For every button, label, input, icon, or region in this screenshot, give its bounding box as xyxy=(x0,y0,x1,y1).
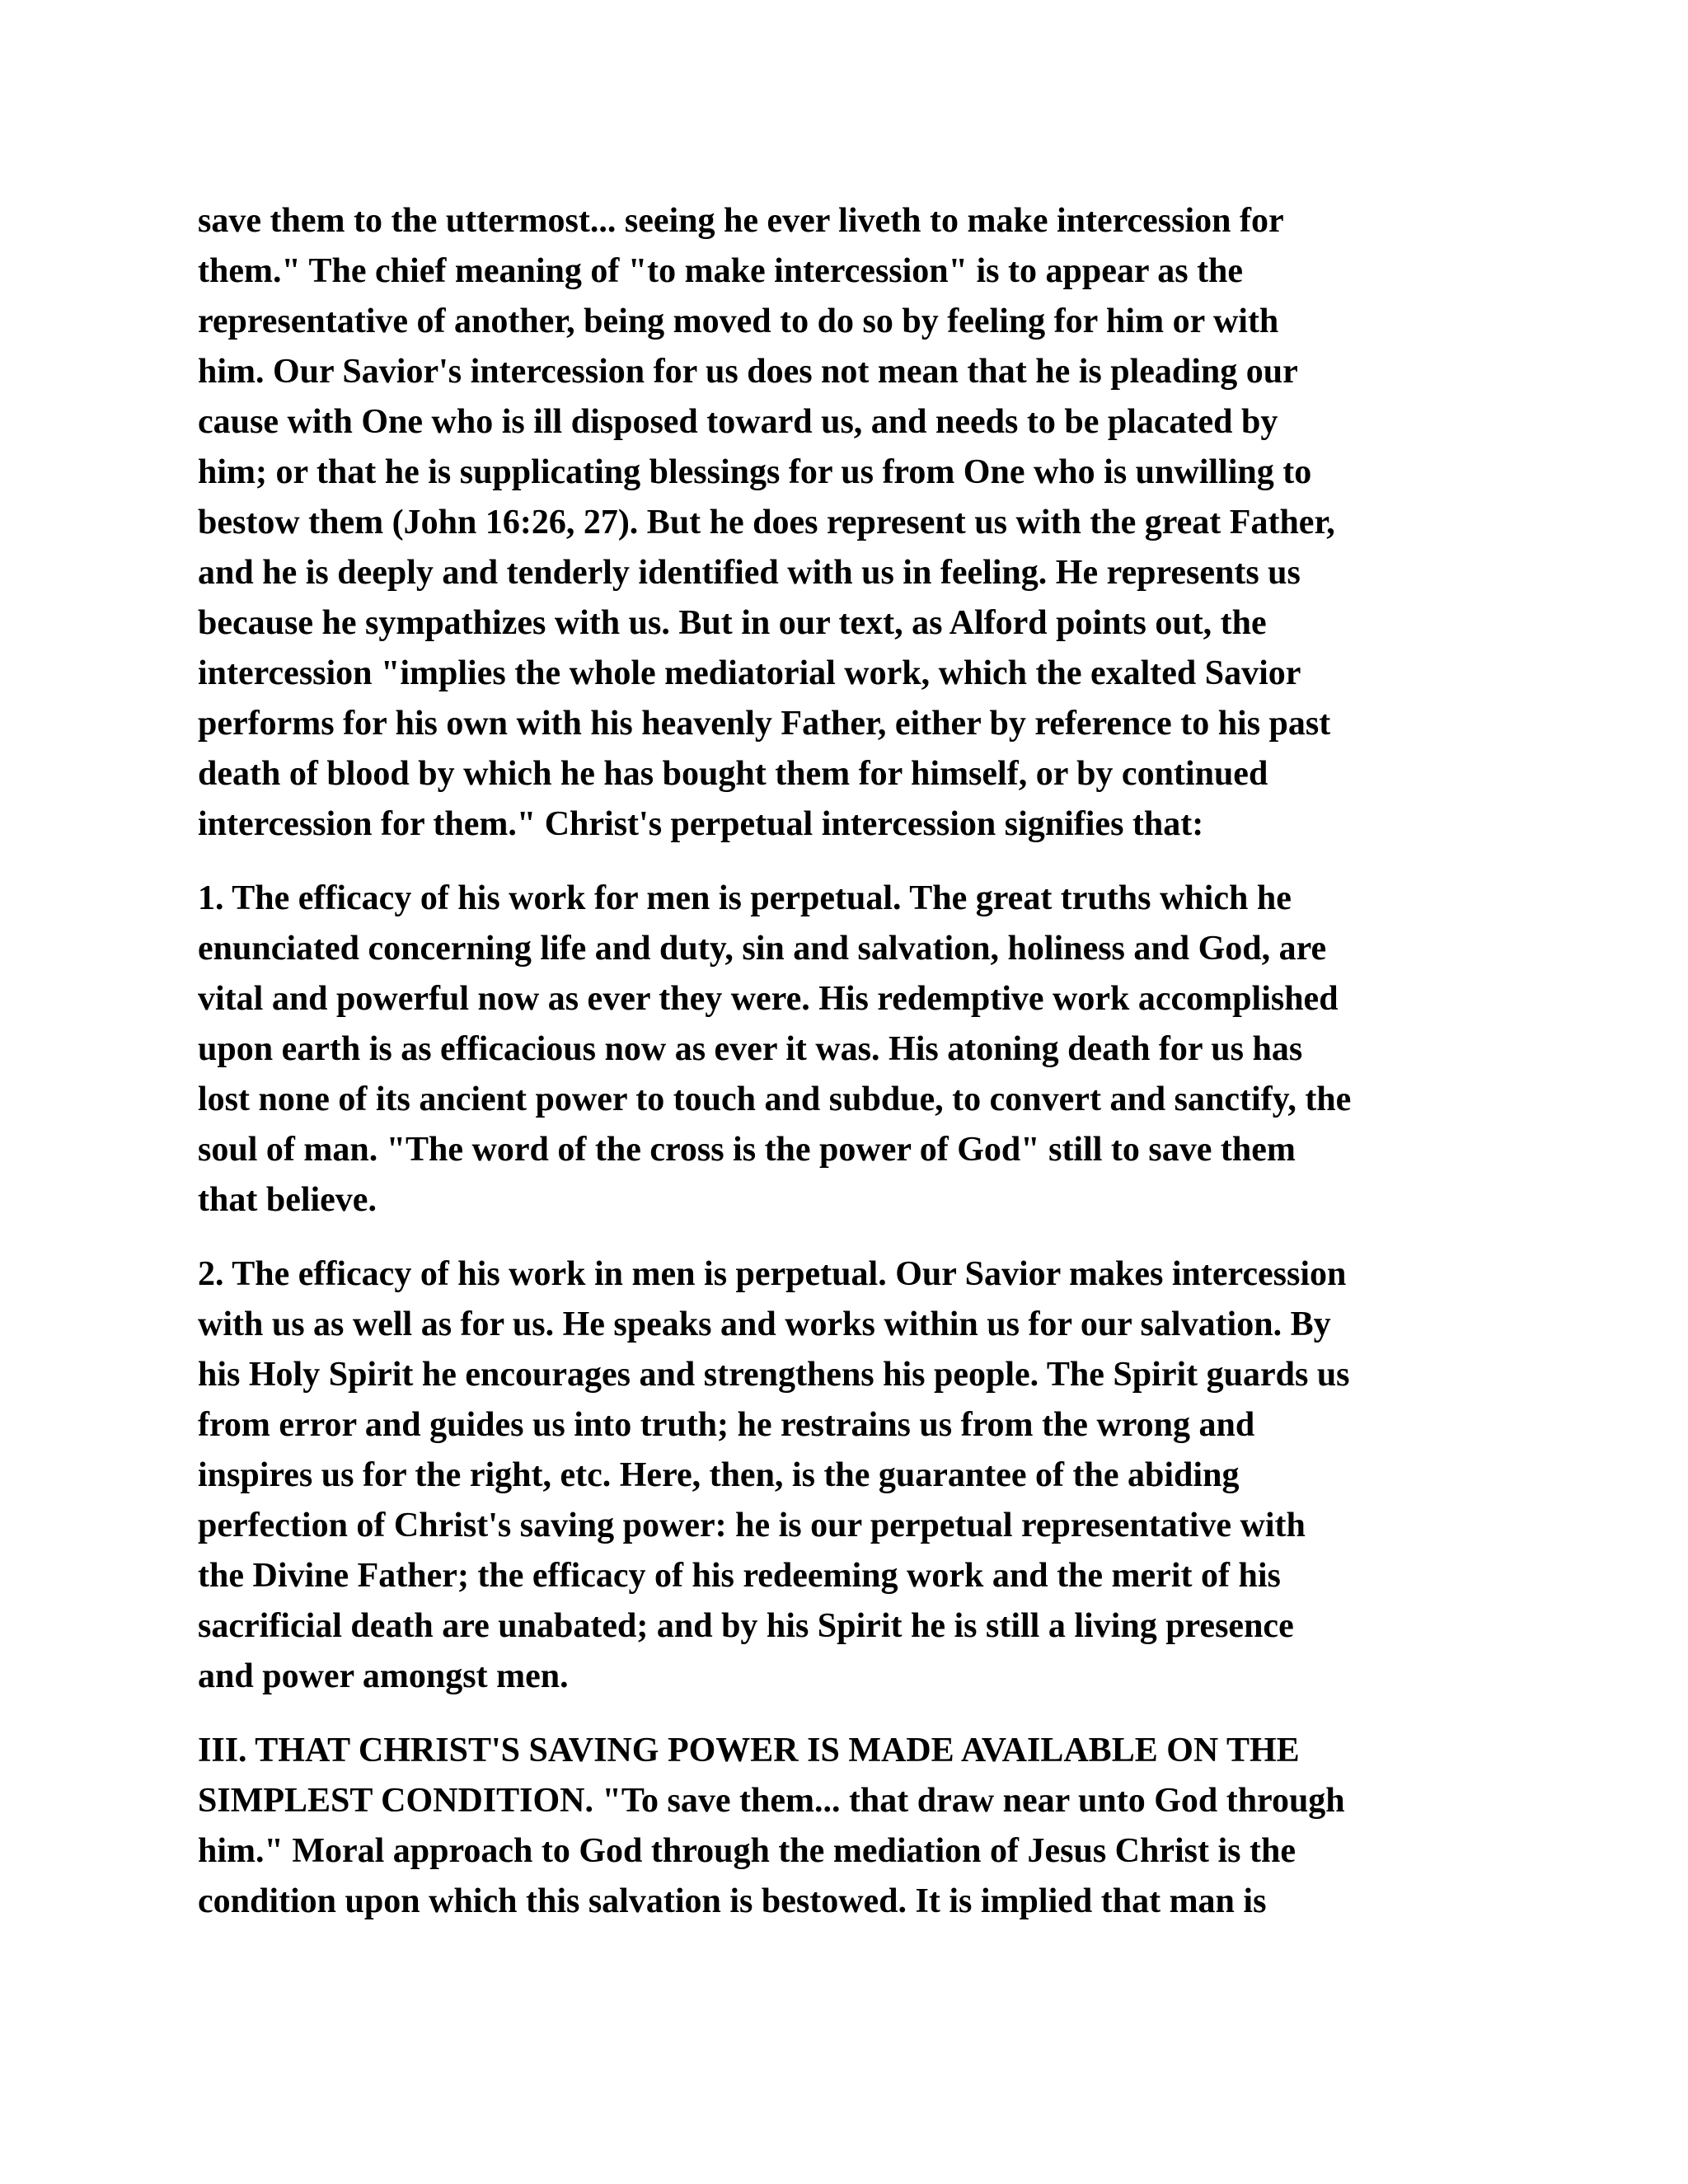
text-line: enunciated concerning life and duty, sin and salvation, holiness and God, are xyxy=(198,930,1327,968)
text-line: 2. The efficacy of his work in men is perpetual. Our Savior makes intercession xyxy=(198,1255,1347,1293)
text-line: him; or that he is supplicating blessings for us from One who is unwilling to xyxy=(198,453,1312,491)
text-line: that believe. xyxy=(198,1181,377,1219)
text-line: sacrificial death are unabated; and by his Spirit he is still a living presence xyxy=(198,1607,1294,1645)
text-line: them." The chief meaning of "to make intercession" is to appear as the xyxy=(198,252,1244,290)
text-line: death of blood by which he has bought them for himself, or by continued xyxy=(198,755,1268,793)
text-line: and he is deeply and tenderly identified with us in feeling. He represents us xyxy=(198,554,1301,592)
paragraph-intercession xyxy=(198,196,1484,850)
text-line: bestow them (John 16:26, 27). But he does represent us with the great Father, xyxy=(198,504,1335,541)
text-line: 1. The efficacy of his work for men is perpetual. The great truths which he xyxy=(198,879,1292,917)
text-line: soul of man. "The word of the cross is the power of God" still to save them xyxy=(198,1131,1296,1169)
text-line: intercession "implies the whole mediatorial work, which the exalted Savior xyxy=(198,654,1301,692)
text-line: upon earth is as efficacious now as ever it was. His atoning death for us has xyxy=(198,1030,1303,1068)
text-line: cause with One who is ill disposed toward us, and needs to be placated by xyxy=(198,403,1278,441)
text-line: and power amongst men. xyxy=(198,1657,569,1695)
text-line: representative of another, being moved to do so by feeling for him or with xyxy=(198,302,1279,340)
text-line: with us as well as for us. He speaks and works within us for our salvation. By xyxy=(198,1305,1331,1343)
text-line: him." Moral approach to God through the mediation of Jesus Christ is the xyxy=(198,1832,1296,1870)
text-line: III. THAT CHRIST'S SAVING POWER IS MADE AVAILABLE ON THE xyxy=(198,1732,1300,1769)
text-line: lost none of its ancient power to touch and subdue, to convert and sanctify, the xyxy=(198,1080,1352,1118)
text-line: condition upon which this salvation is bestowed. It is implied that man is xyxy=(198,1882,1267,1920)
paragraph-section-iii xyxy=(198,1726,1484,1927)
text-line: him. Our Savior's intercession for us does not mean that he is pleading our xyxy=(198,353,1298,391)
text-line: from error and guides us into truth; he restrains us from the wrong and xyxy=(198,1406,1255,1444)
text-line: the Divine Father; the efficacy of his redeeming work and the merit of his xyxy=(198,1557,1281,1595)
text-line: because he sympathizes with us. But in our text, as Alford points out, the xyxy=(198,604,1267,642)
text-line: vital and powerful now as ever they were. His redemptive work accomplished xyxy=(198,980,1339,1018)
text-line: save them to the uttermost... seeing he ever liveth to make intercession for xyxy=(198,202,1284,240)
text-line: his Holy Spirit he encourages and strengthens his people. The Spirit guards us xyxy=(198,1356,1350,1394)
text-line: perfection of Christ's saving power: he is our perpetual representative with xyxy=(198,1507,1306,1544)
document-page xyxy=(198,196,1484,1951)
paragraph-point-2 xyxy=(198,1249,1484,1702)
text-line: inspires us for the right, etc. Here, then, is the guarantee of the abiding xyxy=(198,1456,1240,1494)
text-line: performs for his own with his heavenly Father, either by reference to his past xyxy=(198,705,1331,743)
text-line: intercession for them." Christ's perpetual intercession signifies that: xyxy=(198,805,1204,843)
paragraph-point-1 xyxy=(198,874,1484,1226)
text-line: SIMPLEST CONDITION. "To save them... that draw near unto God through xyxy=(198,1782,1345,1820)
